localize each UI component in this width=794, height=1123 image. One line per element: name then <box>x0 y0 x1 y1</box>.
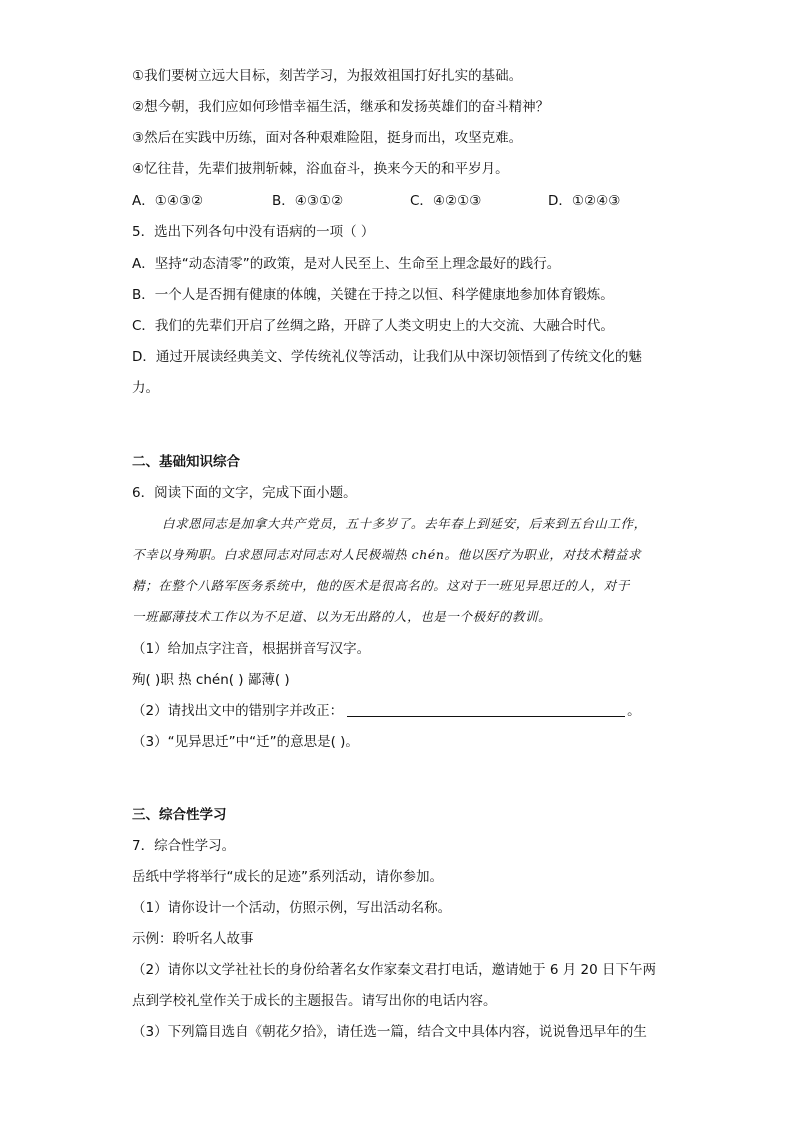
q6-stem: 6．阅读下面的文字，完成下面小题。 <box>132 485 357 501</box>
q5-choice-c: C．我们的先辈们开启了丝绸之路，开辟了人类文明史上的大交流、大融合时代。 <box>132 318 614 334</box>
q7-example: 示例：聆听名人故事 <box>132 931 254 947</box>
q6-sub3: （3）“见异思迁”中“迁”的意思是( )。 <box>132 734 359 750</box>
q7-sub3-line1: （3）下列篇目选自《朝花夕拾》，请任选一篇，结合文中具体内容，说说鲁迅早年的生 <box>132 1024 647 1040</box>
q7-sub2-line1: （2）请你以文学社社长的身份给著名女作家秦文君打电话，邀请她于 6 月 20 日下午两 <box>132 962 657 978</box>
q4-choice-c: C．④②①③ <box>410 193 482 209</box>
q5-choice-d-line1: D．通过开展读经典美文、学传统礼仪等活动，让我们从中深切领悟到了传统文化的魅 <box>132 349 642 365</box>
q7-intro: 岳纸中学将举行“成长的足迹”系列活动，请你参加。 <box>132 869 443 885</box>
q4-choice-b: B．④③①② <box>272 193 344 209</box>
section2-heading: 二、基础知识综合 <box>132 454 240 470</box>
q4-choice-d: D．①②④③ <box>548 193 621 209</box>
q6-sub2-suffix: 。 <box>627 703 641 719</box>
q6-sub2 <box>132 701 641 721</box>
q7-stem: 7．综合性学习。 <box>132 838 236 854</box>
sentence-3: ③然后在实践中历练，面对各种艰难险阻，挺身而出，攻坚克难。 <box>132 130 523 146</box>
answer-blank-line[interactable] <box>347 702 625 717</box>
q4-choice-a: A．①④③② <box>132 193 204 209</box>
sentence-4: ④忆往昔，先辈们披荆斩棘，浴血奋斗，换来今天的和平岁月。 <box>132 161 509 177</box>
q6-sub1: （1）给加点字注音，根据拼音写汉字。 <box>132 641 371 657</box>
passage-line-2: 不幸以身殉职。白求恩同志对同志对人民极端热 chén。他以医疗为职业，对技术精益求 <box>132 547 642 562</box>
q5-stem: 5．选出下列各句中没有语病的一项（ ） <box>132 224 375 240</box>
q7-sub1: （1）请你设计一个活动，仿照示例，写出活动名称。 <box>132 900 452 916</box>
passage-line-4: 一班鄙薄技术工作以为不足道、以为无出路的人，也是一个极好的教训。 <box>132 609 552 624</box>
q7-sub2-line2: 点到学校礼堂作关于成长的主题报告。请写出你的电话内容。 <box>132 993 497 1009</box>
sentence-1: ①我们要树立远大目标，刻苦学习，为报效祖国打好扎实的基础。 <box>132 68 523 84</box>
passage-line-3: 精；在整个八路军医务系统中，他的医术是很高名的。这对于一班见异思迁的人，对于 <box>132 578 630 593</box>
passage-line-1: 白求恩同志是加拿大共产党员，五十多岁了。去年春上到延安，后来到五台山工作， <box>162 516 647 531</box>
sentence-2: ②想今朝，我们应如何珍惜幸福生活，继承和发扬英雄们的奋斗精神？ <box>132 99 550 115</box>
q6-sub2-prefix: （2）请找出文中的错别字并改正： <box>132 703 344 719</box>
q5-choice-a: A．坚持“动态清零”的政策，是对人民至上、生命至上理念最好的践行。 <box>132 256 561 272</box>
section3-heading: 三、综合性学习 <box>132 807 227 823</box>
q6-sub1-items: 殉( )职 热 chén( ) 鄙薄( ) <box>132 672 290 688</box>
q5-choice-b: B．一个人是否拥有健康的体魄，关键在于持之以恒、科学健康地参加体育锻炼。 <box>132 287 614 303</box>
q5-choice-d-line2: 力。 <box>132 380 159 396</box>
